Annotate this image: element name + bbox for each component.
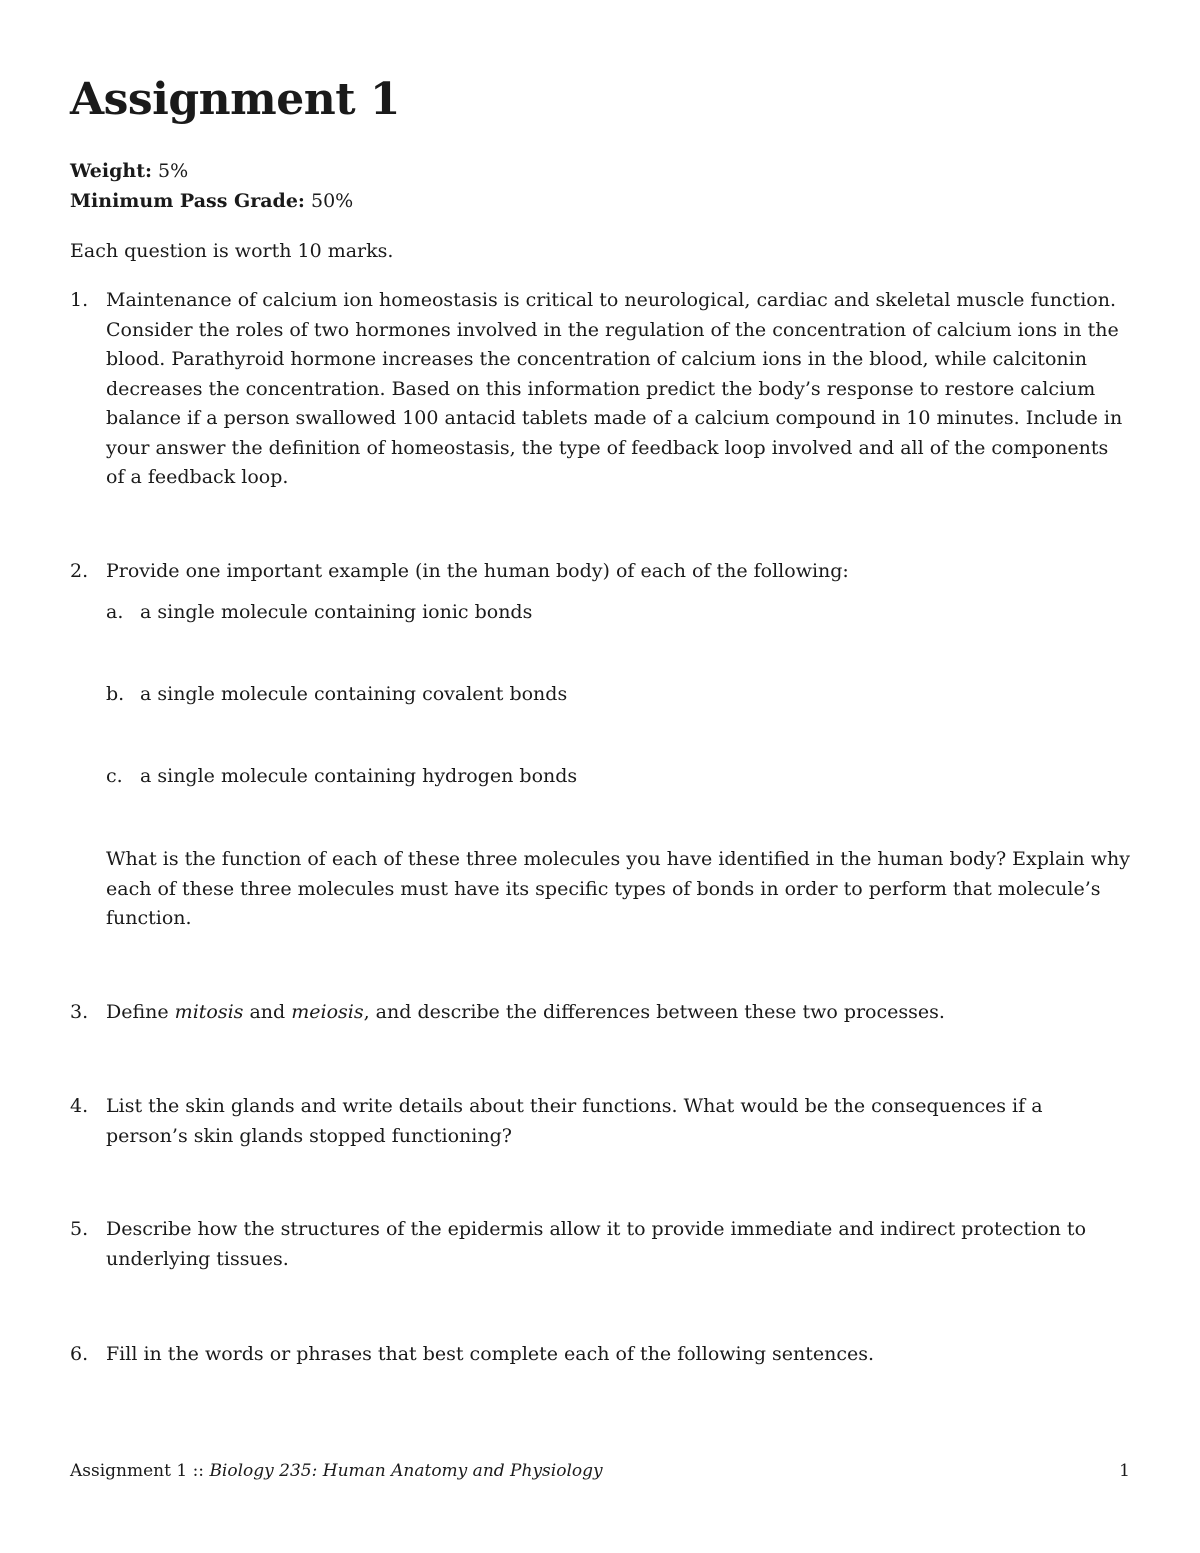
question-text: List the skin glands and write details about their functions. What would be the consequences if a person’s skin glands stopped functioning? [106, 1095, 1043, 1147]
question-2 [70, 557, 1130, 587]
question-text: Define mitosis and meiosis, and describe the differences between these two processes. [106, 1001, 945, 1023]
question-5 [70, 1215, 1130, 1274]
sub-letter: c. [106, 765, 123, 787]
sub-question-b [106, 680, 567, 709]
question-number: 4. [70, 1095, 89, 1117]
min-pass-line [70, 186, 1130, 216]
question-number: 1. [70, 289, 89, 311]
sub-question-a [106, 598, 532, 627]
question-text: Describe how the structures of the epidermis allow it to provide immediate and indirect protection to underlying tissues. [106, 1218, 1087, 1270]
document-page [70, 70, 1130, 266]
question-number: 3. [70, 1001, 89, 1023]
question-6 [70, 1340, 1130, 1370]
question-2-followup: What is the function of each of these three molecules you have identified in the human body? Explain why each of these three molecules must have its specific types of bonds in order to perform that molecule’s function. [106, 848, 1130, 929]
intro-text: Each question is worth 10 marks. [70, 240, 394, 262]
min-pass-label: Minimum Pass Grade: [70, 190, 305, 212]
question-number: 6. [70, 1343, 89, 1365]
question-3 [70, 998, 1130, 1028]
question-4 [70, 1092, 1130, 1151]
question-number: 5. [70, 1218, 89, 1240]
assignment-meta [70, 156, 1130, 216]
question-number: 2. [70, 560, 89, 582]
sub-letter: a. [106, 601, 124, 623]
question-text: Provide one important example (in the human body) of each of the following: [106, 560, 849, 582]
question-1 [70, 286, 1130, 493]
question-text: Maintenance of calcium ion homeostasis is critical to neurological, cardiac and skeletal muscle function. Consider the roles of two hormones involved in the regulation of the concentration of calcium ions in the blood. Parathyroid hormone increases the concentration of calcium ions in the blood, while calcitonin decreases the concentration. Based on this information predict the body’s response to restore calcium balance if a person swallowed 100 antacid tablets made of a calcium compound in 10 minutes. Include in your answer the definition of homeostasis, the type of feedback loop involved and all of the components of a feedback loop. [106, 289, 1123, 488]
min-pass-value: 50% [311, 190, 354, 212]
term-mitosis: mitosis [174, 1001, 244, 1023]
sub-letter: b. [106, 683, 125, 705]
sub-text: a single molecule containing hydrogen bonds [140, 765, 578, 787]
weight-line [70, 156, 1130, 186]
sub-question-c [106, 762, 577, 791]
footer-label: Assignment 1 :: [70, 1461, 210, 1481]
term-meiosis: meiosis [291, 1001, 364, 1023]
question-text: Fill in the words or phrases that best complete each of the following sentences. [106, 1343, 875, 1365]
sub-text: a single molecule containing covalent bonds [140, 683, 568, 705]
weight-value: 5% [158, 160, 189, 182]
page-title: Assignment 1 [70, 74, 400, 125]
sub-text: a single molecule containing ionic bonds [140, 601, 533, 623]
weight-label: Weight: [70, 160, 152, 182]
page-footer [70, 1458, 1130, 1484]
page-number: 1 [1119, 1461, 1130, 1481]
footer-course: Biology 235: Human Anatomy and Physiology [209, 1461, 603, 1481]
